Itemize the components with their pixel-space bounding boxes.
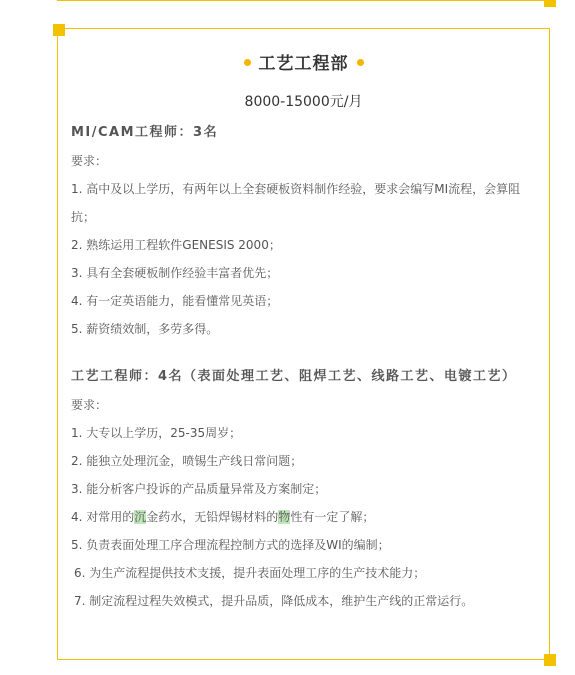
bullet-dot-icon xyxy=(357,59,364,66)
department-title xyxy=(58,53,549,75)
highlighted-text: 沉 xyxy=(134,510,147,524)
corner-decoration xyxy=(544,0,556,7)
requirement-item: 5. 薪资绩效制，多劳多得。 xyxy=(71,322,219,336)
job-content xyxy=(71,119,541,615)
corner-decoration-top-left xyxy=(53,24,65,36)
salary-range: 8000-15000元/月 xyxy=(244,94,363,110)
requirement-item-highlighted xyxy=(71,503,541,531)
section-spacer xyxy=(71,343,541,363)
requirement-item: 1. 大专以上学历，25-35周岁； xyxy=(71,426,242,440)
requirement-item: 4. 有一定英语能力，能看懂常见英语； xyxy=(71,294,279,308)
position-title: MI/CAM工程师：3名 xyxy=(71,125,219,140)
requirement-item: 3. 具有全套硬板制作经验丰富者优先； xyxy=(71,266,279,280)
requirement-item: 5. 负责表面处理工序合理流程控制方式的选择及WI的编制； xyxy=(71,538,390,552)
requirement-item: 2. 能独立处理沉金，喷锡生产线日常问题； xyxy=(71,454,303,468)
requirements-label: 要求： xyxy=(71,398,108,412)
previous-card-frame xyxy=(57,0,550,1)
requirement-item: 3. 能分析客户投诉的产品质量异常及方案制定； xyxy=(71,482,327,496)
text-fragment: 性有一定了解； xyxy=(290,510,375,524)
requirement-item: 6. 为生产流程提供技术支援，提升表面处理工序的生产技术能力； xyxy=(74,566,426,580)
requirement-item: 1. 高中及以上学历，有两年以上全套硬板资料制作经验，要求会编写MI流程，会算阻抗； xyxy=(71,182,521,224)
department-card xyxy=(57,28,550,660)
text-fragment: 金药水，无铅焊锡材料的 xyxy=(146,510,279,524)
position-title: 工艺工程师：4名（表面处理工艺、阻焊工艺、线路工艺、电镀工艺） xyxy=(71,369,517,384)
requirements-label: 要求： xyxy=(71,154,108,168)
department-title-text: 工艺工程部 xyxy=(258,54,349,74)
highlighted-text: 物 xyxy=(278,510,291,524)
bullet-dot-icon xyxy=(244,59,251,66)
requirement-item: 2. 熟练运用工程软件GENESIS 2000； xyxy=(71,238,281,252)
corner-decoration-bottom-right xyxy=(544,654,556,666)
requirement-item: 7. 制定流程过程失效模式，提升品质，降低成本，维护生产线的正常运行。 xyxy=(74,594,474,608)
text-fragment: 4. 对常用的 xyxy=(71,510,135,524)
